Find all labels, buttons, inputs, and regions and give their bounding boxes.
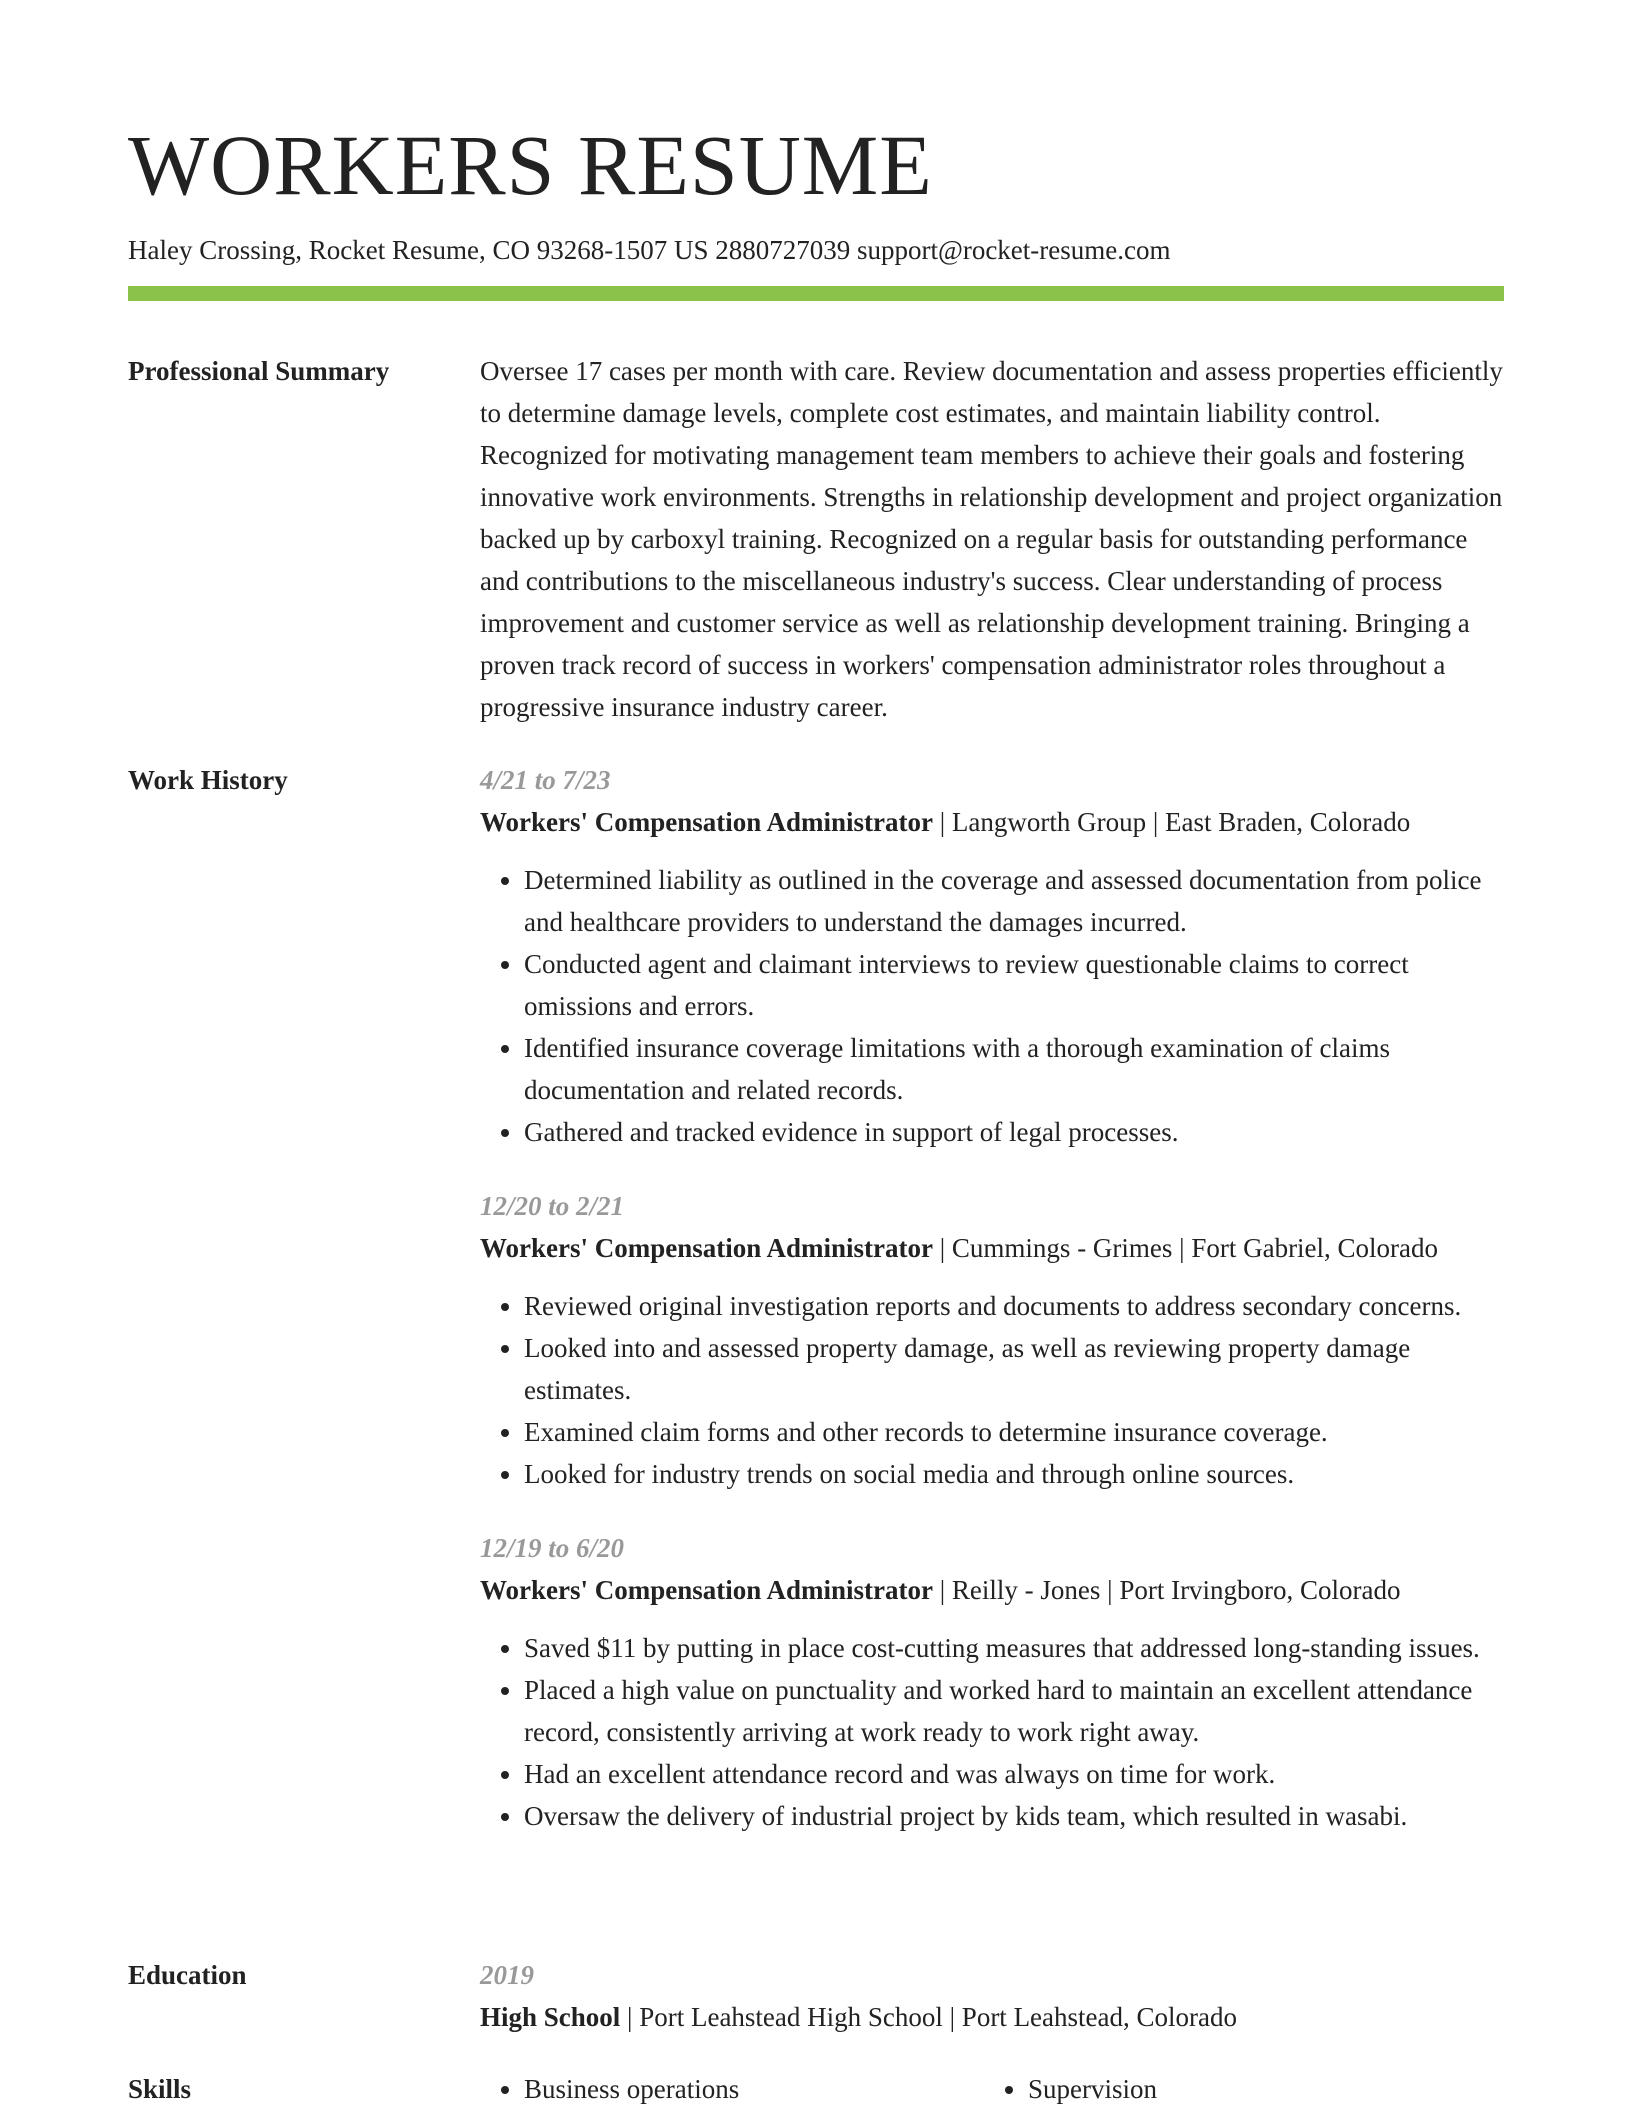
job-bullet: • Identified insurance coverage limitations with a thorough examination of claims documentation and related records. [524,1027,1504,1111]
education-section [480,1954,1504,2038]
education-heading: Education [128,1960,247,1990]
job-bullet: • Gathered and tracked evidence in support of legal processes. [524,1111,1504,1153]
job-title: Workers' Compensation Administrator [480,1575,934,1605]
job-role [480,1569,1504,1611]
job-entry [480,1185,1504,1495]
skills-heading: Skills [128,2074,192,2104]
job-details: | Reilly - Jones | Port Irvingboro, Colorado [933,1575,1401,1605]
job-bullet: • Placed a high value on punctuality and worked hard to maintain an excellent attendance record, consistently arriving at work ready to work right away. [524,1669,1504,1753]
summary-section [480,350,1504,728]
job-details: | Langworth Group | East Braden, Colorado [933,807,1411,837]
job-entry [480,1527,1504,1837]
job-dates: 4/21 to 7/23 [480,765,611,795]
summary-heading: Professional Summary [128,356,390,386]
header-divider [128,286,1504,301]
job-bullet: • Had an excellent attendance record and was always on time for work. [524,1753,1504,1795]
job-bullets [480,1627,1504,1837]
skill-item: • Supervision [1028,2068,1488,2110]
job-title: Workers' Compensation Administrator [480,1233,934,1263]
summary-text: Oversee 17 cases per month with care. Review documentation and assess properties efficiently to determine damage levels, complete cost estimates, and maintain liability control. Recognized for motivating management team members to achieve their goals and fostering innovative work environments. Strengths in relationship development and project organization backed up by carboxyl training. Recognized on a regular basis for outstanding performance and contributions to the miscellaneous industry's success. Clear understanding of process improvement and customer service as well as relationship development training. Bringing a proven track record of success in workers' compensation administrator roles throughout a progressive insurance industry career. [480,356,1503,722]
job-bullets [480,859,1504,1153]
job-bullets [480,1285,1504,1495]
job-bullet: • Saved $11 by putting in place cost-cutting measures that addressed long-standing issues. [524,1627,1504,1669]
skills-column [984,2068,1488,2110]
job-bullet: • Reviewed original investigation reports and documents to address secondary concerns. [524,1285,1504,1327]
contact-line: Haley Crossing, Rocket Resume, CO 93268-1507 US 2880727039 support@rocket-resume.com [128,235,1171,265]
job-bullet: • Looked for industry trends on social media and through online sources. [524,1453,1504,1495]
education-degree: High School [480,2002,621,2032]
job-bullet: • Looked into and assessed property damage, as well as reviewing property damage estimates. [524,1327,1504,1411]
job-bullet: • Conducted agent and claimant interviews to review questionable claims to correct omissions and errors. [524,943,1504,1027]
job-bullet: • Oversaw the delivery of industrial project by kids team, which resulted in wasabi. [524,1795,1504,1837]
skill-item: • Business operations [524,2068,984,2110]
skills-section [480,2068,1504,2110]
job-entry [480,759,1504,1153]
skills-column [480,2068,984,2110]
job-dates: 12/20 to 2/21 [480,1191,625,1221]
education-year: 2019 [480,1960,534,1990]
work-history-heading: Work History [128,765,288,795]
resume-title: WORKERS RESUME [128,117,933,213]
job-role [480,801,1504,843]
job-role [480,1227,1504,1269]
work-history-section [480,759,1504,1837]
job-dates: 12/19 to 6/20 [480,1533,625,1563]
education-entry [480,1996,1504,2038]
job-title: Workers' Compensation Administrator [480,807,934,837]
education-details: | Port Leahstead High School | Port Leahstead, Colorado [620,2002,1237,2032]
job-bullet: • Determined liability as outlined in the coverage and assessed documentation from police and healthcare providers to understand the damages incurred. [524,859,1504,943]
job-bullet: • Examined claim forms and other records to determine insurance coverage. [524,1411,1504,1453]
job-details: | Cummings - Grimes | Fort Gabriel, Colorado [933,1233,1439,1263]
